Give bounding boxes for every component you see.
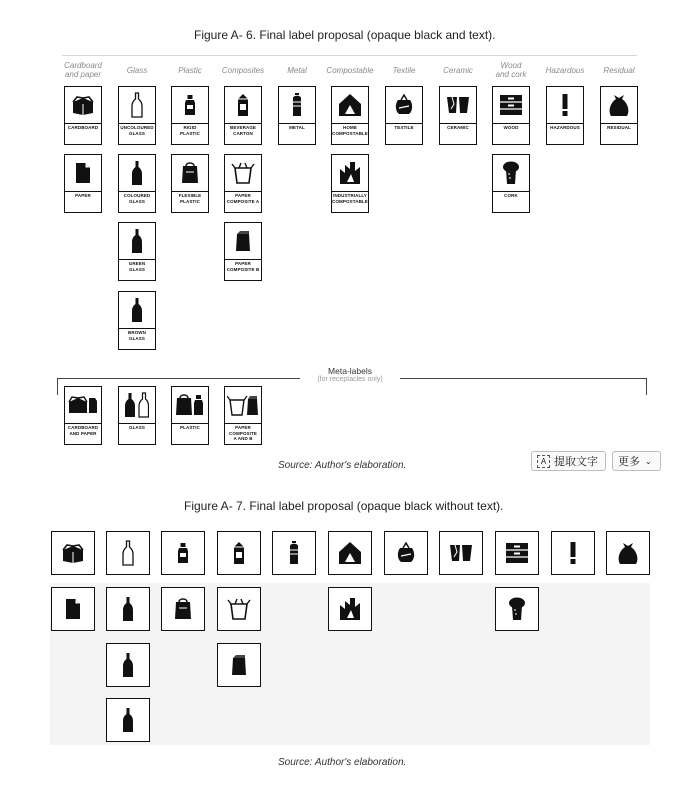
aerosol-can-icon — [287, 541, 301, 565]
label-card — [118, 222, 156, 281]
label-card — [118, 154, 156, 213]
label-card — [492, 154, 530, 213]
label-tile — [495, 587, 539, 631]
meta-header — [300, 366, 400, 392]
paper-bag-icon — [225, 223, 261, 260]
textile-bag-icon — [386, 87, 422, 124]
label-card — [385, 86, 423, 145]
label-tile — [51, 531, 95, 575]
exclamation-icon — [568, 541, 578, 565]
label-tile — [161, 587, 205, 631]
label-tile — [272, 531, 316, 575]
cup-and-bag-icon — [225, 387, 261, 424]
label-text: PAPER COMPOSITE A AND B — [229, 425, 257, 441]
ceramic-pot-icon — [440, 87, 476, 124]
bag-and-bottle-icon — [172, 387, 208, 424]
label-text: CARDBOARD — [67, 125, 99, 130]
label-card — [278, 86, 316, 145]
label-card — [171, 154, 209, 213]
category-header: Metal — [287, 66, 307, 75]
label-text: PAPER COMPOSITE B — [226, 261, 260, 272]
box-icon — [65, 87, 101, 124]
meta-label-card — [171, 386, 209, 445]
label-card — [64, 154, 102, 213]
text-scan-icon: A — [537, 455, 550, 468]
label-text: TEXTILE — [394, 125, 414, 130]
more-button[interactable] — [612, 451, 661, 471]
plastic-bottle-icon — [177, 542, 189, 564]
label-text: GREEN GLASS — [128, 261, 146, 272]
label-text: METAL — [289, 125, 305, 130]
label-card — [546, 86, 584, 145]
label-text: CORK — [504, 193, 518, 198]
label-text: CERAMIC — [447, 125, 469, 130]
label-tile — [51, 587, 95, 631]
bottle-icon — [122, 596, 134, 622]
meta-label-card — [64, 386, 102, 445]
label-card — [331, 86, 369, 145]
ceramic-pot-icon — [449, 543, 473, 563]
more-label: 更多 — [618, 456, 640, 468]
label-text: BROWN GLASS — [128, 330, 146, 341]
label-tile — [439, 531, 483, 575]
label-tile — [328, 531, 372, 575]
trash-bag-icon — [601, 87, 637, 124]
label-tile — [217, 587, 261, 631]
label-text: WOOD — [503, 125, 519, 130]
bottle-icon — [122, 707, 134, 733]
two-bottles-icon — [119, 387, 155, 424]
label-text: PAPER — [75, 193, 91, 198]
house-compost-icon — [338, 541, 362, 565]
bottle-icon — [119, 223, 155, 260]
label-tile — [217, 643, 261, 687]
industrial-compost-icon — [339, 597, 361, 621]
paper-sheet-icon — [65, 155, 101, 192]
category-header: Glass — [126, 66, 148, 75]
source-note-a7: Source: Author's elaboration. — [278, 757, 407, 768]
label-tile — [217, 531, 261, 575]
label-tile — [384, 531, 428, 575]
label-text: HOME COMPOSTABLE — [332, 125, 368, 136]
label-tile — [495, 531, 539, 575]
category-header: Cardboard and paper — [64, 61, 102, 79]
wood-drawers-icon — [493, 87, 529, 124]
label-text: PAPER COMPOSITE A — [226, 193, 260, 204]
paper-bag-icon — [231, 654, 247, 676]
label-card — [600, 86, 638, 145]
extract-text-label: 提取文字 — [554, 456, 598, 468]
label-text: RIGID PLASTIC — [180, 125, 200, 136]
label-text: UNCOLOURED GLASS — [120, 125, 154, 136]
cork-icon — [508, 597, 526, 621]
meta-title: Meta-labels — [328, 366, 372, 376]
category-header: Residual — [603, 66, 635, 75]
industrial-compost-icon — [332, 155, 368, 192]
box-icon — [61, 542, 85, 564]
label-tile — [106, 531, 150, 575]
category-header: Composites — [221, 66, 265, 75]
extract-text-button[interactable] — [531, 451, 606, 471]
label-text: RESIDUAL — [607, 125, 631, 130]
label-card — [331, 154, 369, 213]
house-compost-icon — [332, 87, 368, 124]
clear-bottle-icon — [119, 87, 155, 124]
bottle-icon — [122, 652, 134, 678]
meta-label-card — [224, 386, 262, 445]
label-tile — [106, 698, 150, 742]
bottle-icon — [119, 155, 155, 192]
label-card — [439, 86, 477, 145]
carton-icon — [225, 87, 261, 124]
trash-bag-icon — [617, 541, 639, 565]
wood-drawers-icon — [505, 542, 529, 564]
label-text: GLASS — [128, 425, 145, 430]
label-card — [224, 154, 262, 213]
box-and-paper-icon — [65, 387, 101, 424]
category-header: Wood and cork — [495, 61, 527, 79]
label-text: HAZARDOUS — [550, 125, 580, 130]
source-note-a6: Source: Author's elaboration. — [278, 460, 407, 471]
flexible-bag-icon — [172, 155, 208, 192]
carton-icon — [232, 541, 246, 565]
label-card — [64, 86, 102, 145]
label-card — [118, 291, 156, 350]
figure-a6-title: Figure A- 6. Final label proposal (opaque black and text). — [194, 28, 496, 42]
label-tile — [328, 587, 372, 631]
label-tile — [106, 587, 150, 631]
label-card — [171, 86, 209, 145]
clear-bottle-icon — [122, 540, 134, 566]
chevron-down-icon: ⌄ — [645, 456, 652, 466]
category-header: Hazardous — [545, 66, 585, 75]
cork-icon — [493, 155, 529, 192]
category-header: Ceramic — [443, 66, 473, 75]
aerosol-can-icon — [279, 87, 315, 124]
label-text: INDUSTRIALLY COMPOSTABLE — [332, 193, 368, 204]
label-text: PLASTIC — [180, 425, 200, 430]
category-header: Plastic — [178, 66, 202, 75]
label-tile — [606, 531, 650, 575]
paper-cup-icon — [225, 155, 261, 192]
label-text: FLEXIBLE PLASTIC — [178, 193, 202, 204]
top-rule — [62, 55, 637, 56]
label-tile — [551, 531, 595, 575]
paper-sheet-icon — [65, 598, 81, 620]
flexible-bag-icon — [174, 598, 192, 620]
label-card — [118, 86, 156, 145]
exclamation-icon — [547, 87, 583, 124]
label-card — [224, 86, 262, 145]
category-header: Textile — [392, 66, 416, 75]
label-text: COLOURED GLASS — [123, 193, 151, 204]
meta-subtitle: (for receptacles only) — [317, 376, 383, 383]
figure-a7-title: Figure A- 7. Final label proposal (opaque black without text). — [184, 499, 504, 513]
plastic-bottle-icon — [172, 87, 208, 124]
label-tile — [161, 531, 205, 575]
category-header: Compostable — [326, 66, 374, 75]
paper-cup-icon — [227, 598, 251, 620]
label-text: CARDBOARD AND PAPER — [67, 425, 99, 436]
bottle-icon — [119, 292, 155, 329]
label-card — [224, 222, 262, 281]
label-text: BEVERAGE CARTON — [229, 125, 257, 136]
label-tile — [106, 643, 150, 687]
label-card — [492, 86, 530, 145]
meta-label-card — [118, 386, 156, 445]
textile-bag-icon — [395, 542, 417, 564]
